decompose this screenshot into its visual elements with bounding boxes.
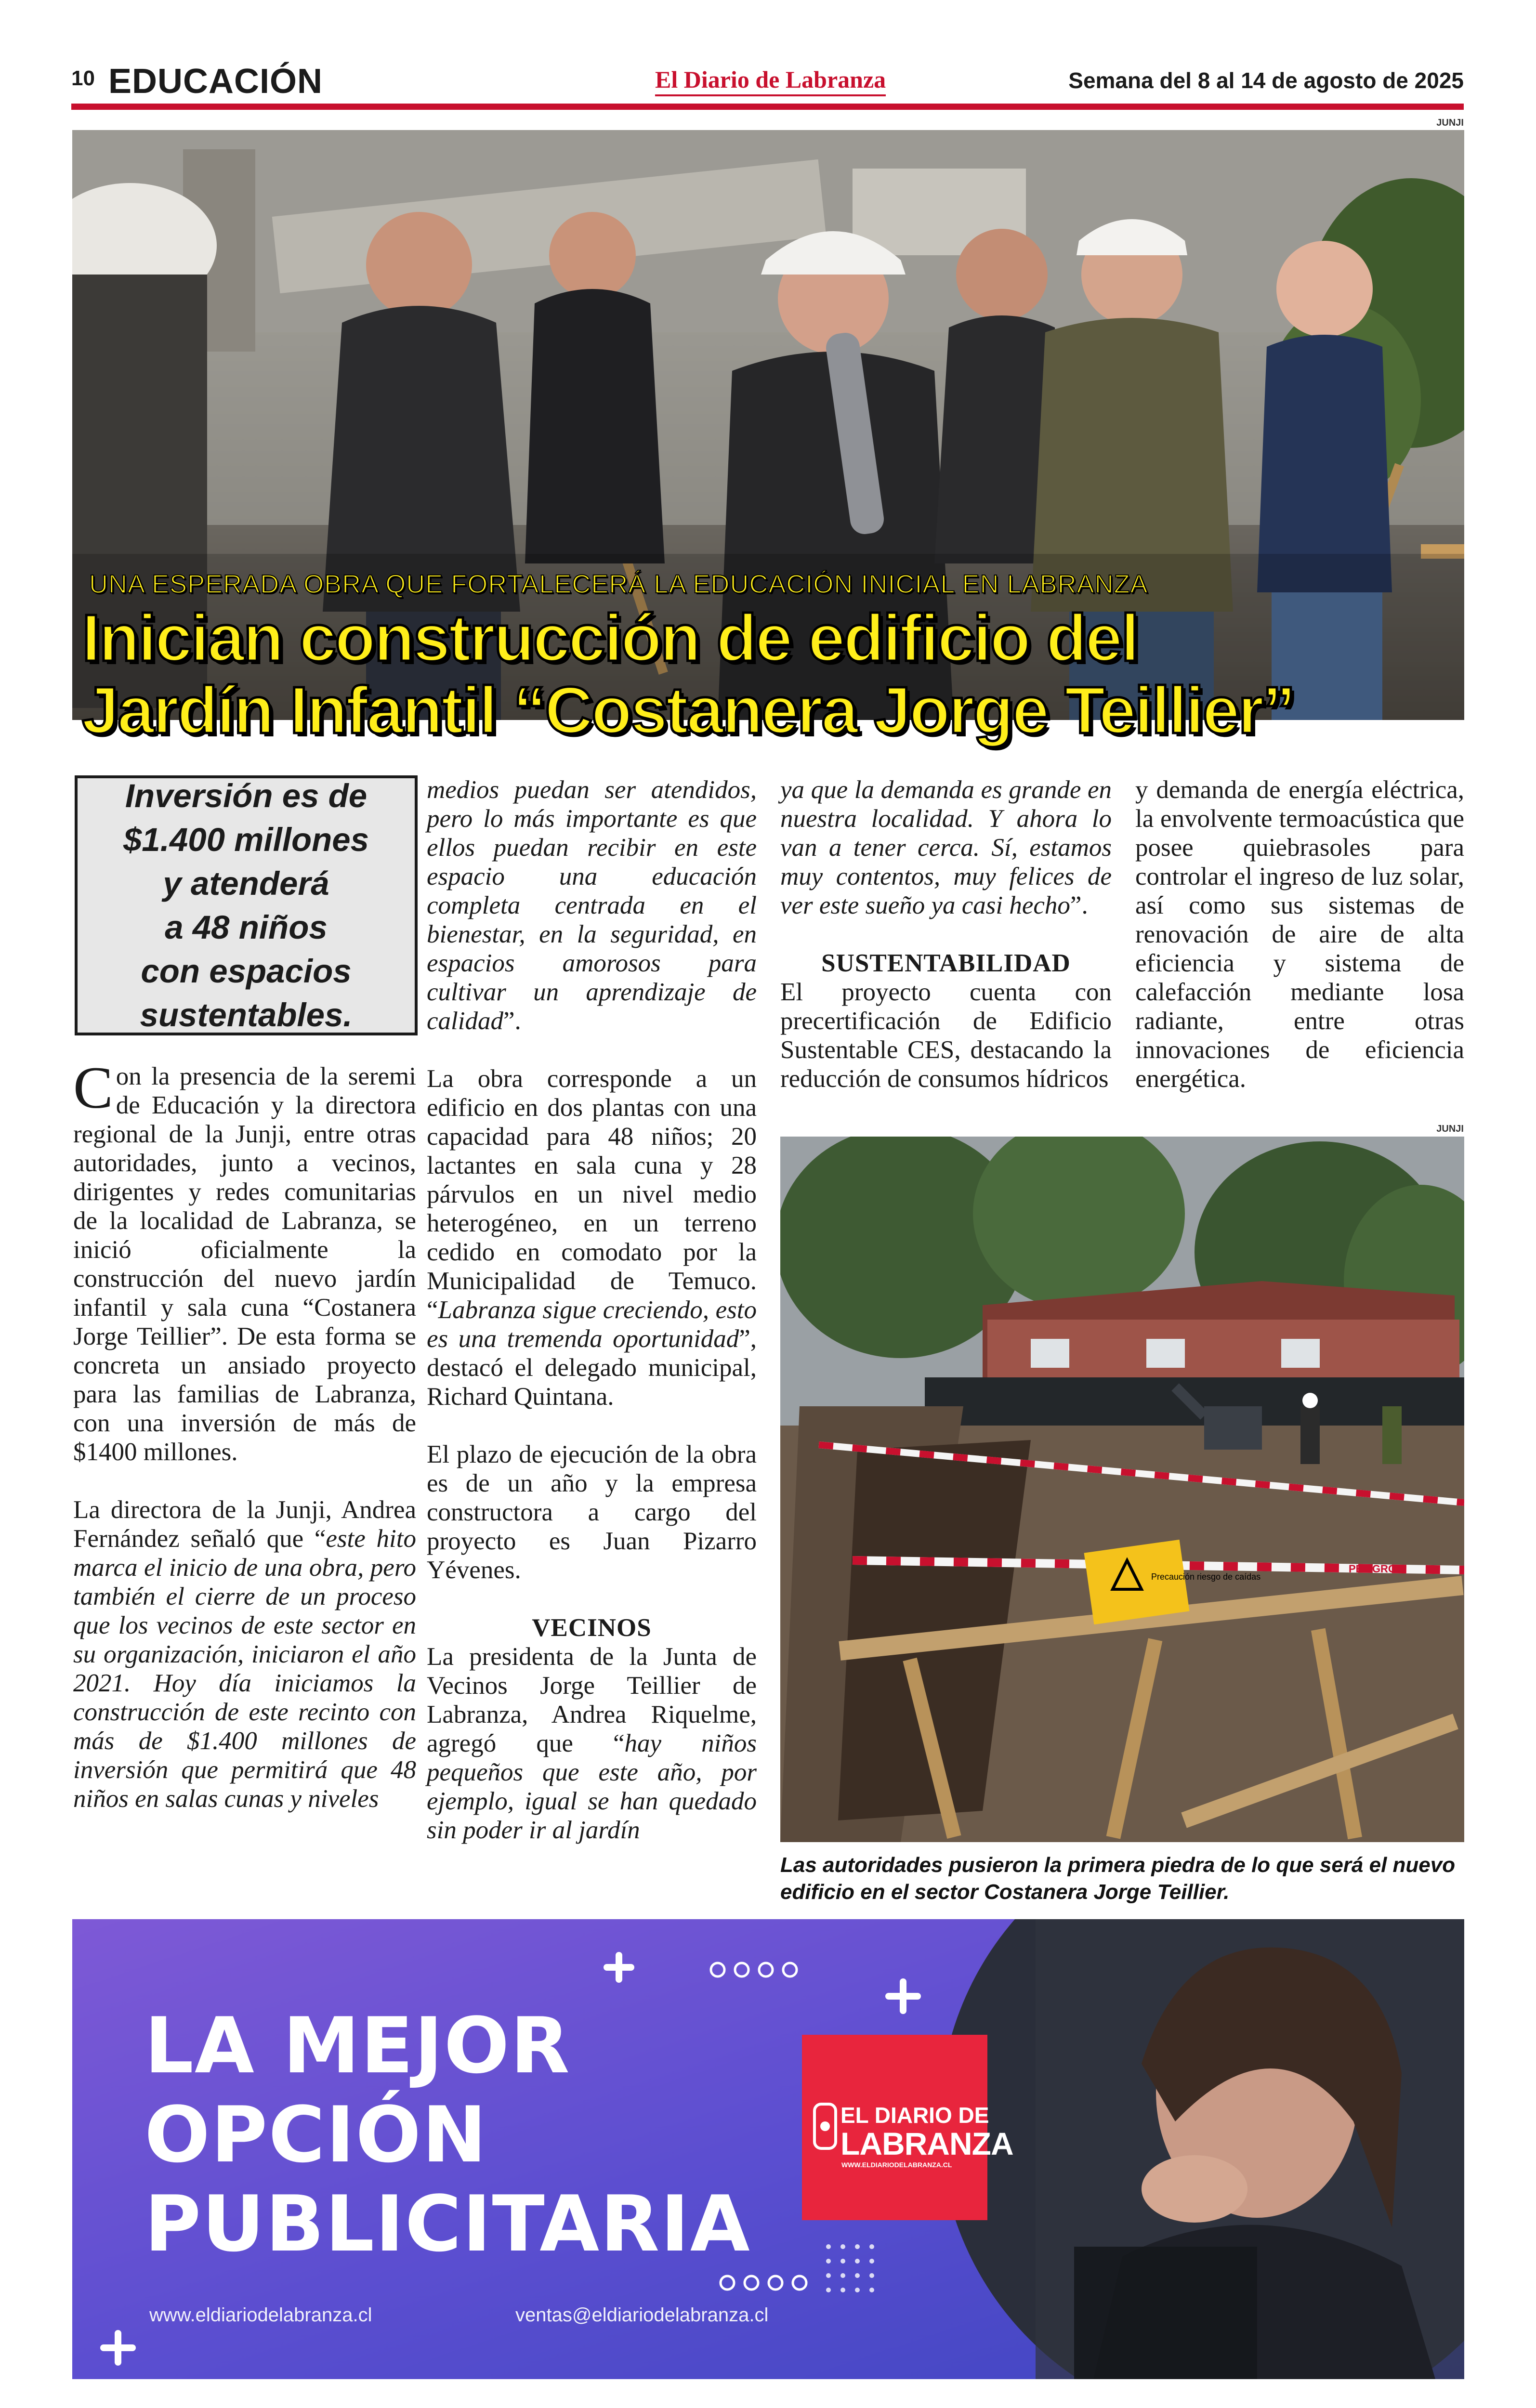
tape-text: PELIGRO bbox=[1349, 1563, 1397, 1575]
highlight-line: Inversión es de bbox=[125, 777, 368, 814]
headline-line-1: Inician construcción de edificio del bbox=[82, 601, 1138, 675]
article-paragraph: medios puedan ser atendidos, pero lo más importante es que ellos puedan recibir en este espacio una educación completa centrada en el bienestar, en la seguridad, en espacios amorosos para cultivar un aprendizaje de calidad”. bbox=[427, 776, 757, 1035]
article-column-4 bbox=[1135, 775, 1464, 1093]
section-title: EDUCACIÓN bbox=[108, 62, 323, 101]
article-column-2 bbox=[427, 775, 757, 1845]
ad-website-link[interactable]: www.eldiariodelabranza.cl bbox=[149, 2304, 372, 2326]
article-headline bbox=[82, 602, 1294, 746]
logo-text-top: EL DIARIO DE bbox=[840, 2103, 989, 2128]
construction-photo bbox=[780, 1137, 1464, 1842]
subheading-vecinos: VECINOS bbox=[532, 1614, 652, 1642]
highlight-box bbox=[75, 775, 418, 1035]
warning-sign-text: Precaución riesgo de caídas bbox=[1151, 1572, 1261, 1582]
ad-headline-line: LA MEJOR bbox=[144, 2001, 571, 2091]
highlight-line: y atenderá bbox=[163, 865, 329, 902]
header-rule bbox=[71, 104, 1464, 110]
article-column-3 bbox=[780, 775, 1112, 1093]
drop-cap: C bbox=[73, 1055, 113, 1121]
logo-pin-icon bbox=[813, 2102, 838, 2150]
ad-headline bbox=[144, 2001, 751, 2268]
masthead[interactable]: El Diario de Labranza bbox=[655, 65, 886, 96]
article-paragraph: Con la presencia de la seremi de Educación y la directora regional de la Junji, entre otras autoridades, junto a vecinos, dirigentes y redes comunitarias de la localidad de Labranza, se inició oficialmente la construcción del nuevo jardín infantil y sala cuna “Costanera Jorge Teillier”. De esta forma se concreta un ansiado proyecto para las familias de Labranza, con una inversión de más de $1400 millones. bbox=[73, 1055, 416, 1466]
logo-text-main: LABRANZA bbox=[840, 2126, 1013, 2161]
ad-email-link[interactable]: ventas@eldiariodelabranza.cl bbox=[515, 2304, 769, 2326]
highlight-line: $1.400 millones bbox=[123, 821, 369, 858]
article-column-1 bbox=[73, 1055, 416, 1813]
highlight-line: a 48 niños bbox=[165, 909, 328, 946]
article-paragraph: La obra corresponde a un edificio en dos plantas con una capacidad para 48 niños; 20 lactantes en sala cuna y 28 párvulos en un nivel medio heterogéneo, en un terreno cedido en comodato por la Municipalidad de Temuco. “Labranza sigue creciendo, esto es una tremenda oportunidad”, destacó el delegado municipal, Richard Quintana. bbox=[427, 1065, 757, 1411]
ad-headline-line: PUBLICITARIA bbox=[144, 2179, 751, 2269]
subheading-sustentabilidad: SUSTENTABILIDAD bbox=[821, 949, 1071, 977]
article-paragraph: ya que la demanda es grande en nuestra localidad. Y ahora lo van a tener cerca. Sí, estamos muy contentos, muy felices de ver este sueño ya casi hecho”. bbox=[780, 776, 1112, 919]
hero-photo-credit: JUNJI bbox=[1436, 118, 1464, 128]
issue-date: Semana del 8 al 14 de agosto de 2025 bbox=[1068, 68, 1464, 93]
photo-caption: Las autoridades pusieron la primera piedra de lo que será el nuevo edificio en el sector Costanera Jorge Teillier. bbox=[780, 1853, 1456, 1904]
article-paragraph: La directora de la Junji, Andrea Fernández señaló que “este hito marca el inicio de una obra, pero también el cierre de un proceso que los vecinos de este sector en su organización, iniciaron el año 2021. Hoy día iniciamos la construcción de este recinto con más de $1.400 millones de inversión que permitirá que 48 niños en salas cunas y niveles bbox=[73, 1496, 416, 1813]
hero-kicker: UNA ESPERADA OBRA QUE FORTALECERÁ LA EDUCACIÓN INICIAL EN LABRANZA bbox=[89, 570, 1148, 599]
newspaper-logo bbox=[802, 2035, 1013, 2220]
article-paragraph: y demanda de energía eléctrica, la envolvente termoacústica que posee quiebrasoles para controlar el ingreso de luz solar, así como sus sistemas de renovación de aire de alta eficiencia y sistema de calefacción mediante losa radiante, entre otras innovaciones de eficiencia energética. bbox=[1135, 776, 1464, 1093]
headline-line-2: Jardín Infantil “Costanera Jorge Teillier” bbox=[82, 673, 1295, 747]
ad-headline-line: OPCIÓN bbox=[144, 2090, 488, 2180]
construction-photo-illustration bbox=[780, 1137, 1464, 1842]
advertisement-banner[interactable] bbox=[72, 1919, 1464, 2379]
article-paragraph: La presidenta de la Junta de Vecinos Jorge Teillier de Labranza, Andrea Riquelme, agregó que “hay niños pequeños que este año, por ejemplo, igual se han quedado sin poder ir al jardín bbox=[427, 1643, 757, 1844]
highlight-line: con espacios bbox=[141, 953, 352, 990]
photo-credit: JUNJI bbox=[1436, 1124, 1464, 1134]
logo-text-web: WWW.ELDIARIODELABRANZA.CL bbox=[841, 2161, 952, 2169]
highlight-text bbox=[123, 774, 369, 1037]
highlight-line: sustentables. bbox=[140, 996, 353, 1034]
article-paragraph: El plazo de ejecución de la obra es de un año y la empresa constructora a cargo del proyecto es Juan Pizarro Yévenes. bbox=[427, 1440, 757, 1584]
page-number: 10 bbox=[71, 66, 95, 90]
article-paragraph: El proyecto cuenta con precertificación de Edificio Sustentable CES, destacando la reducción de consumos hídricos bbox=[780, 978, 1112, 1093]
